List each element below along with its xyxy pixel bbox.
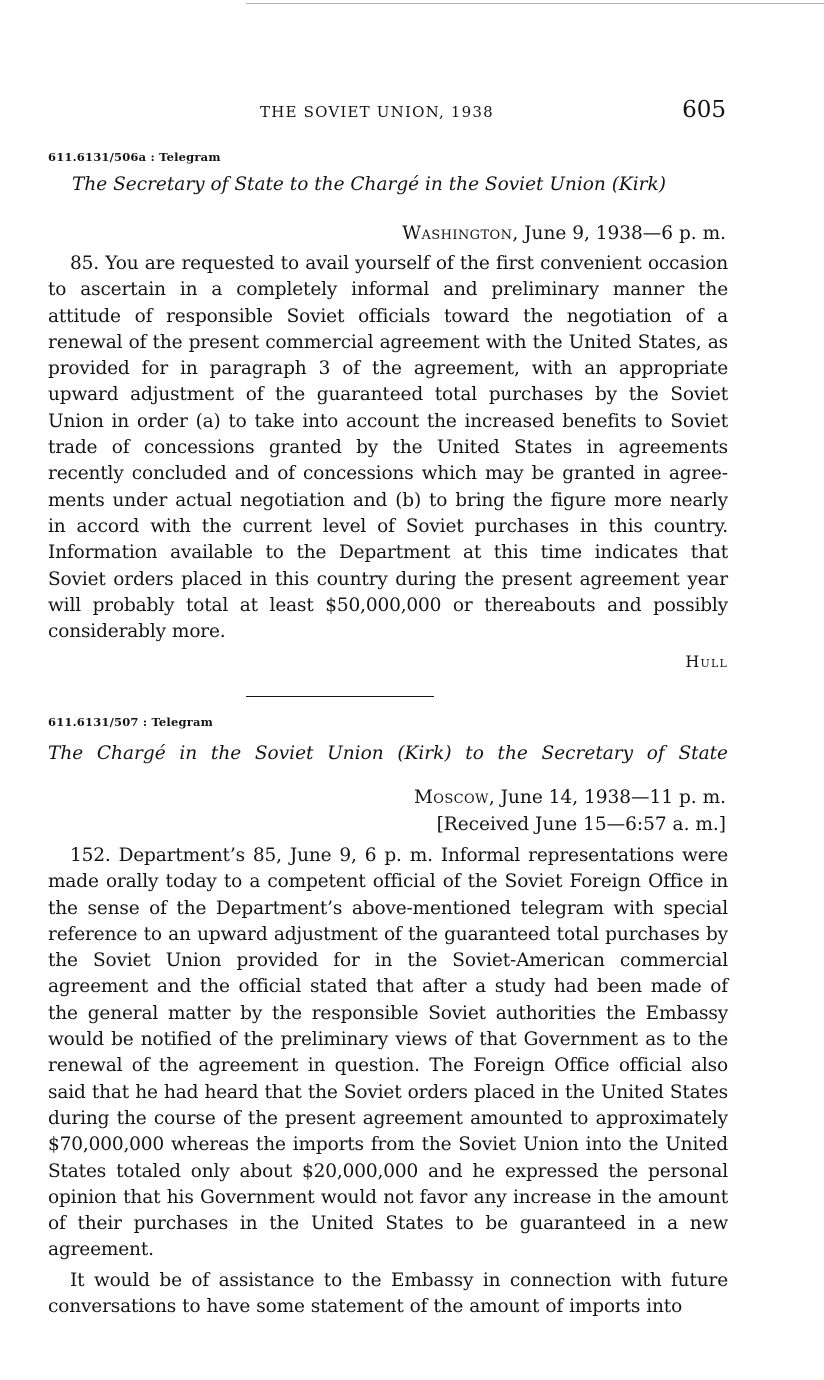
body-paragraph: 152. Department’s 85, June 9, 6 p. m. Informal representations were made orally today to a competent official of the Soviet Foreign Office in the sense of the Department’s above-mentioned telegram with special reference to an upward adjustment of the guaranteed total purchases by the Soviet Union provided for in the Soviet-American commercial agreement and the official stated that after a study had been made of the general matter by the responsible Soviet authorities the Embassy would be notified of the preliminary views of that Government as to the renewal of the agreement in question. The Foreign Office official also said that he had heard that the Soviet orders placed in the United States during the course of the present agreement amounted to approximately $70,000,000 whereas the imports from the Soviet Union into the United States totaled only about $20,000,000 and he expressed the personal opinion that his Government would not favor any increase in the amount of their purchases in the United States to be guaranteed in a new agreement.: [48, 845, 728, 1261]
telegram-body: [48, 843, 728, 1320]
document-title: The Secretary of State to the Chargé in the Soviet Union (Kirk): [72, 174, 666, 195]
body-paragraph: It would be of assistance to the Embassy in connection with future conversations to have some statement of the amount of imports into: [48, 1269, 728, 1318]
section-divider: [246, 696, 434, 697]
dateline-place: Washington: [402, 223, 513, 244]
dateline: [414, 787, 726, 808]
dateline-date: , June 14, 1938—11 p. m.: [488, 787, 726, 808]
document-title: The Chargé in the Soviet Union (Kirk) to the Secretary of State: [48, 743, 728, 764]
telegram-body: [48, 251, 728, 645]
body-paragraph: 85. You are requested to avail yourself of the first convenient occasion to ascertain in a completely informal and preliminary manner the attitude of responsible Soviet officials toward the negotiation of a renewal of the present commercial agreement with the United States, as provided for in paragraph 3 of the agreement, with an appropriate upward adjustment of the guaranteed total purchases by the Soviet Union in order (a) to take into account the increased benefits to Soviet trade of concessions granted by the United States in agreements recently concluded and of concessions which may be granted in agreements under actual negotiation and (b) to bring the figure more nearly in accord with the current level of Soviet purchases in this country. Information available to the Department at this time indicates that Soviet orders placed in this country during the present agreement year will probably total at least $50,000,000 or thereabouts and possibly considerably more.: [48, 253, 728, 643]
page-number: 605: [682, 97, 726, 123]
dateline-date: , June 9, 1938—6 p. m.: [512, 223, 726, 244]
dateline-place: Moscow: [413, 787, 489, 808]
document-id: 611.6131/507 : Telegram: [48, 715, 214, 729]
dateline: [402, 223, 726, 244]
document-id: 611.6131/506a : Telegram: [48, 150, 221, 164]
running-head: THE SOVIET UNION, 1938: [260, 103, 494, 121]
received-line: [Received June 15—6:57 a. m.]: [436, 814, 726, 835]
document-page: [48, 0, 728, 1380]
signature: Hull: [685, 652, 728, 671]
